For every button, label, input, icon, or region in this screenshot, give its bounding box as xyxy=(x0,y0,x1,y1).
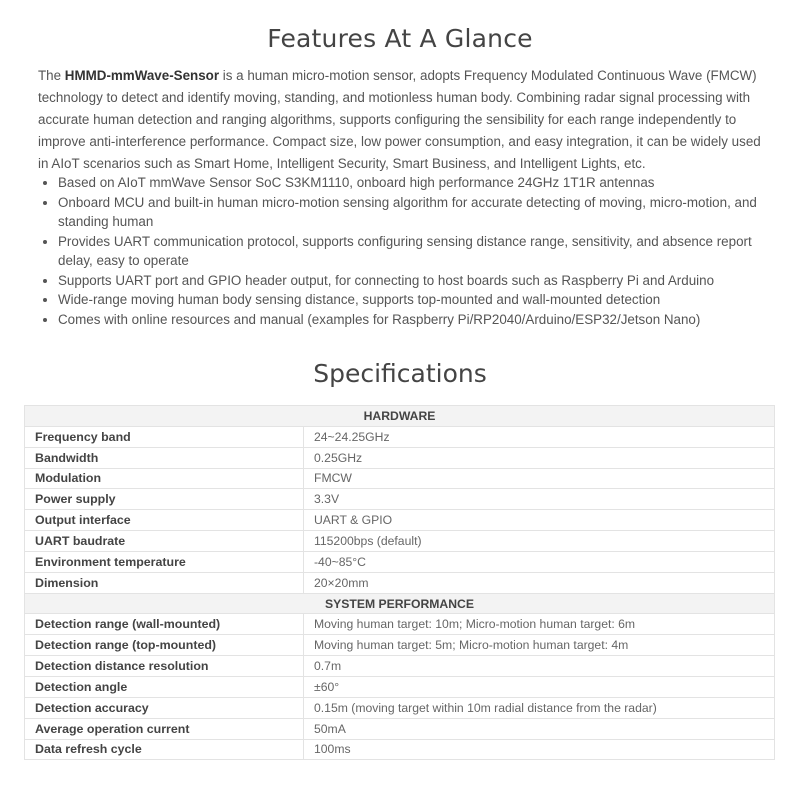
spec-value: Moving human target: 5m; Micro-motion human target: 4m xyxy=(304,635,775,656)
table-row xyxy=(25,531,775,552)
spec-key: Detection range (top-mounted) xyxy=(25,635,304,656)
spec-value: -40~85°C xyxy=(304,551,775,572)
table-row xyxy=(25,551,775,572)
table-row xyxy=(25,468,775,489)
spec-value: UART & GPIO xyxy=(304,510,775,531)
specifications-title: Specifications xyxy=(313,359,487,388)
spec-key: Frequency band xyxy=(25,426,304,447)
spec-key: Power supply xyxy=(25,489,304,510)
spec-value: 0.7m xyxy=(304,656,775,677)
specifications-table xyxy=(24,405,775,760)
section-heading: HARDWARE xyxy=(25,406,775,427)
features-title: Features At A Glance xyxy=(267,24,533,53)
spec-key: Modulation xyxy=(25,468,304,489)
spec-value: 100ms xyxy=(304,739,775,760)
spec-key: Detection range (wall-mounted) xyxy=(25,614,304,635)
table-row xyxy=(25,718,775,739)
table-row xyxy=(25,489,775,510)
spec-value: 0.25GHz xyxy=(304,447,775,468)
spec-key: Average operation current xyxy=(25,718,304,739)
spec-key: Detection distance resolution xyxy=(25,656,304,677)
table-row xyxy=(25,510,775,531)
spec-value: 50mA xyxy=(304,718,775,739)
spec-key: Detection angle xyxy=(25,676,304,697)
feature-item: • Comes with online resources and manual (examples for Raspberry Pi/RP2040/Arduino/ESP32/Jetson Nano) xyxy=(58,310,788,330)
table-row xyxy=(25,572,775,593)
table-row xyxy=(25,676,775,697)
spec-key: Bandwidth xyxy=(25,447,304,468)
intro-prefix: The xyxy=(38,68,65,83)
spec-key: Environment temperature xyxy=(25,551,304,572)
spec-key: Detection accuracy xyxy=(25,697,304,718)
feature-item: • Provides UART communication protocol, supports configuring sensing distance range, sensitivity, and absence report delay, easy to operate xyxy=(58,232,788,271)
spec-value: 24~24.25GHz xyxy=(304,426,775,447)
spec-value: FMCW xyxy=(304,468,775,489)
spec-key: UART baudrate xyxy=(25,531,304,552)
spec-value: Moving human target: 10m; Micro-motion human target: 6m xyxy=(304,614,775,635)
intro-paragraph xyxy=(38,65,768,175)
table-row xyxy=(25,635,775,656)
table-row xyxy=(25,447,775,468)
feature-list xyxy=(38,173,788,329)
spec-key: Output interface xyxy=(25,510,304,531)
spec-key: Dimension xyxy=(25,572,304,593)
table-row xyxy=(25,426,775,447)
feature-item: • Onboard MCU and built-in human micro-motion sensing algorithm for accurate detecting of moving, micro-motion, and standing human xyxy=(58,193,788,232)
spec-value: 20×20mm xyxy=(304,572,775,593)
intro-text: is a human micro-motion sensor, adopts Frequency Modulated Continuous Wave (FMCW) technology to detect and identify moving, standing, and motionless human body. Combining radar signal processing with accurate human detection and ranging algorithms, supports configuring the sensibility for each range independently to improve anti-interference performance. Compact size, low power consumption, and easy integration, it can be widely used in AIoT scenarios such as Smart Home, Intelligent Security, Smart Business, and Intelligent Lights, etc. xyxy=(38,68,761,171)
spec-value: 3.3V xyxy=(304,489,775,510)
section-header-system-performance xyxy=(25,593,775,614)
spec-value: 115200bps (default) xyxy=(304,531,775,552)
product-name: HMMD-mmWave-Sensor xyxy=(64,68,220,83)
section-header-hardware xyxy=(25,406,775,427)
feature-item: • Wide-range moving human body sensing distance, supports top-mounted and wall-mounted detection xyxy=(58,290,788,310)
feature-item: • Based on AIoT mmWave Sensor SoC S3KM1110, onboard high performance 24GHz 1T1R antennas xyxy=(58,173,788,193)
section-heading: SYSTEM PERFORMANCE xyxy=(25,593,775,614)
table-row xyxy=(25,697,775,718)
spec-value: ±60° xyxy=(304,676,775,697)
spec-key: Data refresh cycle xyxy=(25,739,304,760)
table-row xyxy=(25,614,775,635)
table-row xyxy=(25,656,775,677)
feature-item: • Supports UART port and GPIO header output, for connecting to host boards such as Raspberry Pi and Arduino xyxy=(58,271,788,291)
spec-value: 0.15m (moving target within 10m radial distance from the radar) xyxy=(304,697,775,718)
table-row xyxy=(25,739,775,760)
